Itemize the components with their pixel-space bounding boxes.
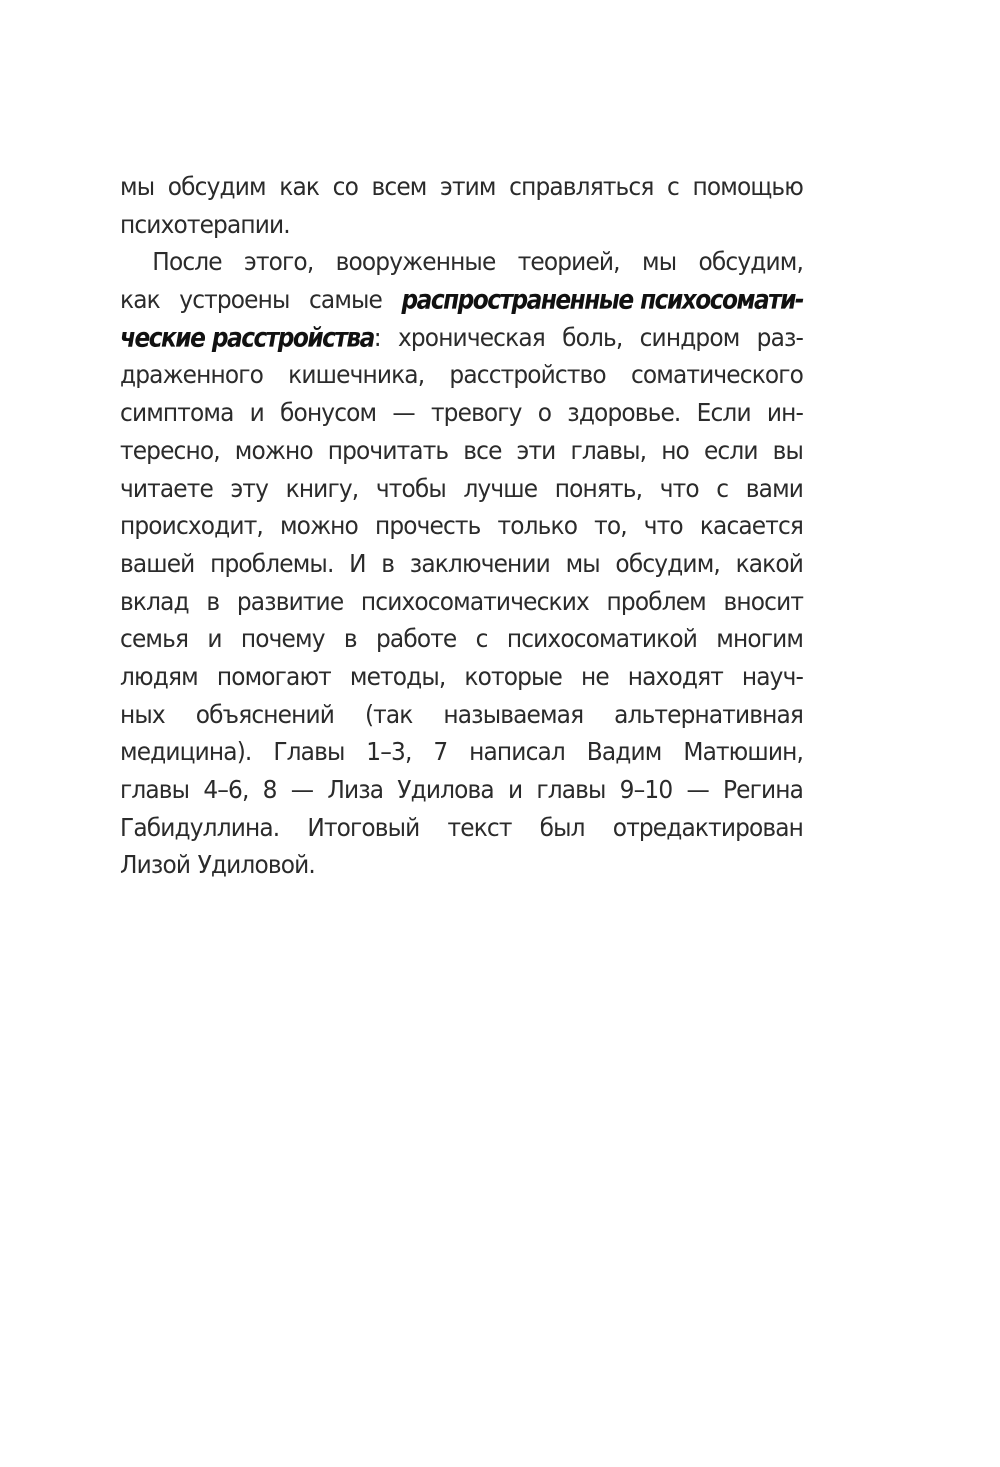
text-line: вклад в развитие психосоматических проблем вносит [120, 586, 804, 616]
text-line: читаете эту книгу, чтобы лучше понять, что с вами [120, 473, 804, 503]
text-line: симптома и бонусом — тревогу о здоровье. Если ин- [120, 398, 804, 428]
plain-text: : хроническая боль, синдром раз- [373, 322, 804, 352]
text-line: медицина). Главы 1–3, 7 написал Вадим Матюшин, [120, 737, 804, 767]
highlighted-term: распространенные психосомати- [401, 283, 804, 316]
text-line: главы 4–6, 8 — Лиза Удилова и главы 9–10 — Регина [120, 775, 804, 804]
text-line: Габидуллина. Итоговый текст был отредактирован [120, 812, 804, 842]
text-line: драженного кишечника, расстройство соматического [120, 360, 804, 390]
text-line: семья и почему в работе с психосоматикой многим [120, 624, 804, 654]
text-line: психотерапии. [120, 209, 290, 239]
text-line: тересно, можно прочитать все эти главы, но если вы [120, 435, 804, 465]
plain-text: как устроены самые [120, 285, 402, 315]
text-line-with-highlight [120, 281, 803, 319]
text-line: мы обсудим как со всем этим справляться с помощью [120, 172, 804, 201]
text-line: Лизой Удиловой. [120, 850, 315, 880]
text-line: вашей проблемы. И в заключении мы обсудим, какой [120, 548, 804, 578]
book-page-body [120, 168, 803, 884]
text-line: ных объяснений (так называемая альтернативная [120, 699, 804, 729]
text-line: людям помогают методы, которые не находят науч- [120, 661, 804, 691]
text-line-with-highlight [120, 319, 803, 357]
text-line: происходит, можно прочесть только то, что касается [120, 511, 804, 541]
paragraph-first-line: После этого, вооруженные теорией, мы обсудим, [152, 247, 804, 277]
highlighted-term: ческие расстройства [120, 321, 374, 353]
